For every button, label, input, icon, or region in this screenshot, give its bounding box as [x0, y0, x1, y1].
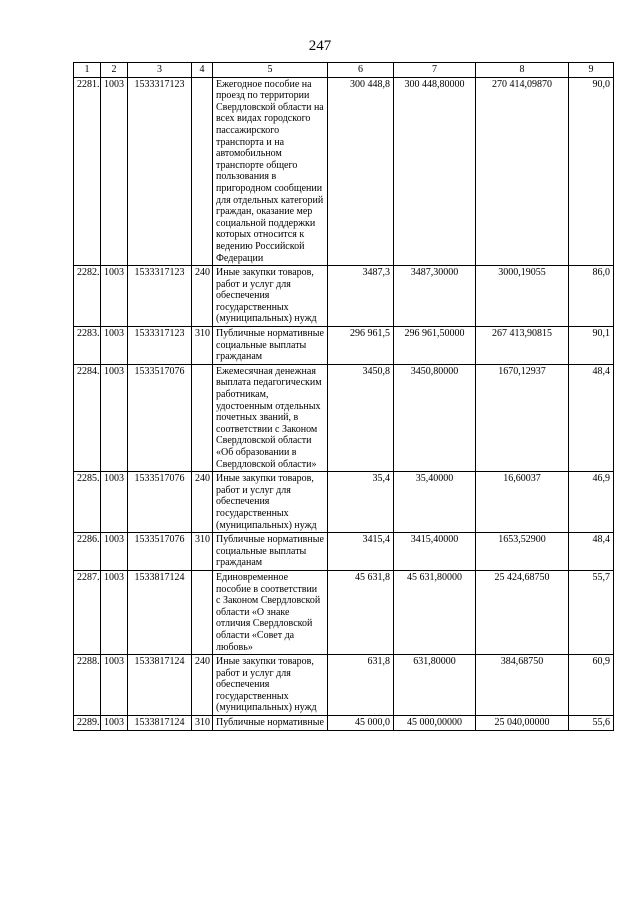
- executed-amount: 25 424,68750: [476, 570, 569, 654]
- item-name: Единовременное пособие в соответствии с Законом Свердловской области «О знаке отличия Свердловской области «Совет да любовь»: [213, 570, 328, 654]
- planned-amount: 45 000,0: [328, 716, 394, 731]
- executed-amount: 16,60037: [476, 472, 569, 533]
- item-name: Ежегодное пособие на проезд по территории Свердловской области на всех видах городского пассажирского транспорта и на автомобильном транспорте общего пользования в пригородном сообщении для отдельных категорий граждан, оказание мер социальной поддержки которых относится к ведению Российской Федерации: [213, 77, 328, 266]
- executed-amount: 267 413,90815: [476, 327, 569, 365]
- table-row: [74, 655, 614, 716]
- table-row: [74, 77, 614, 266]
- target-code: 1533817124: [128, 570, 192, 654]
- column-header: 7: [394, 63, 476, 78]
- approved-amount: 296 961,50000: [394, 327, 476, 365]
- executed-amount: 25 040,00000: [476, 716, 569, 731]
- expense-type-code: [192, 364, 213, 471]
- expense-type-code: 310: [192, 533, 213, 571]
- expense-type-code: 240: [192, 655, 213, 716]
- table-row: [74, 716, 614, 731]
- section-code: 1003: [101, 570, 128, 654]
- row-number: 2288.: [74, 655, 101, 716]
- table-row: [74, 570, 614, 654]
- expense-type-code: [192, 77, 213, 266]
- item-name: Иные закупки товаров, работ и услуг для обеспечения государственных (муниципальных) нужд: [213, 655, 328, 716]
- expense-type-code: 240: [192, 472, 213, 533]
- execution-percent: 48,4: [569, 533, 614, 571]
- planned-amount: 3415,4: [328, 533, 394, 571]
- column-header: 9: [569, 63, 614, 78]
- executed-amount: 270 414,09870: [476, 77, 569, 266]
- row-number: 2285.: [74, 472, 101, 533]
- column-header: 4: [192, 63, 213, 78]
- target-code: 1533817124: [128, 655, 192, 716]
- approved-amount: 3487,30000: [394, 266, 476, 327]
- approved-amount: 300 448,80000: [394, 77, 476, 266]
- execution-percent: 60,9: [569, 655, 614, 716]
- section-code: 1003: [101, 77, 128, 266]
- row-number: 2283.: [74, 327, 101, 365]
- budget-table: [73, 62, 614, 731]
- column-header: 5: [213, 63, 328, 78]
- target-code: 1533317123: [128, 266, 192, 327]
- item-name: Публичные нормативные социальные выплаты гражданам: [213, 533, 328, 571]
- item-name: Публичные нормативные: [213, 716, 328, 731]
- executed-amount: 1653,52900: [476, 533, 569, 571]
- target-code: 1533517076: [128, 533, 192, 571]
- header-row: [74, 63, 614, 78]
- execution-percent: 86,0: [569, 266, 614, 327]
- section-code: 1003: [101, 364, 128, 471]
- expense-type-code: 240: [192, 266, 213, 327]
- executed-amount: 3000,19055: [476, 266, 569, 327]
- target-code: 1533817124: [128, 716, 192, 731]
- table-row: [74, 327, 614, 365]
- section-code: 1003: [101, 327, 128, 365]
- section-code: 1003: [101, 533, 128, 571]
- executed-amount: 384,68750: [476, 655, 569, 716]
- planned-amount: 3487,3: [328, 266, 394, 327]
- planned-amount: 300 448,8: [328, 77, 394, 266]
- row-number: 2289.: [74, 716, 101, 731]
- expense-type-code: 310: [192, 327, 213, 365]
- executed-amount: 1670,12937: [476, 364, 569, 471]
- row-number: 2286.: [74, 533, 101, 571]
- execution-percent: 48,4: [569, 364, 614, 471]
- planned-amount: 631,8: [328, 655, 394, 716]
- item-name: Иные закупки товаров, работ и услуг для обеспечения государственных (муниципальных) нужд: [213, 266, 328, 327]
- execution-percent: 55,6: [569, 716, 614, 731]
- page-number: 247: [308, 38, 332, 54]
- target-code: 1533317123: [128, 77, 192, 266]
- table-row: [74, 472, 614, 533]
- row-number: 2281.: [74, 77, 101, 266]
- column-header: 6: [328, 63, 394, 78]
- planned-amount: 45 631,8: [328, 570, 394, 654]
- item-name: Ежемесячная денежная выплата педагогическим работникам, удостоенным отдельных почетных званий, в соответствии с Законом Свердловской области «Об образовании в Свердловской области»: [213, 364, 328, 471]
- execution-percent: 90,1: [569, 327, 614, 365]
- approved-amount: 45 631,80000: [394, 570, 476, 654]
- expense-type-code: [192, 570, 213, 654]
- execution-percent: 55,7: [569, 570, 614, 654]
- section-code: 1003: [101, 266, 128, 327]
- table-body: [74, 77, 614, 730]
- table-row: [74, 266, 614, 327]
- table-row: [74, 364, 614, 471]
- execution-percent: 90,0: [569, 77, 614, 266]
- approved-amount: 45 000,00000: [394, 716, 476, 731]
- section-code: 1003: [101, 655, 128, 716]
- approved-amount: 35,40000: [394, 472, 476, 533]
- column-header: 2: [101, 63, 128, 78]
- target-code: 1533517076: [128, 472, 192, 533]
- approved-amount: 631,80000: [394, 655, 476, 716]
- planned-amount: 296 961,5: [328, 327, 394, 365]
- target-code: 1533517076: [128, 364, 192, 471]
- planned-amount: 35,4: [328, 472, 394, 533]
- table-row: [74, 533, 614, 571]
- approved-amount: 3450,80000: [394, 364, 476, 471]
- execution-percent: 46,9: [569, 472, 614, 533]
- column-header: 1: [74, 63, 101, 78]
- row-number: 2282.: [74, 266, 101, 327]
- row-number: 2287.: [74, 570, 101, 654]
- column-header: 3: [128, 63, 192, 78]
- target-code: 1533317123: [128, 327, 192, 365]
- row-number: 2284.: [74, 364, 101, 471]
- section-code: 1003: [101, 716, 128, 731]
- item-name: Публичные нормативные социальные выплаты гражданам: [213, 327, 328, 365]
- column-header: 8: [476, 63, 569, 78]
- expense-type-code: 310: [192, 716, 213, 731]
- section-code: 1003: [101, 472, 128, 533]
- approved-amount: 3415,40000: [394, 533, 476, 571]
- planned-amount: 3450,8: [328, 364, 394, 471]
- item-name: Иные закупки товаров, работ и услуг для обеспечения государственных (муниципальных) нужд: [213, 472, 328, 533]
